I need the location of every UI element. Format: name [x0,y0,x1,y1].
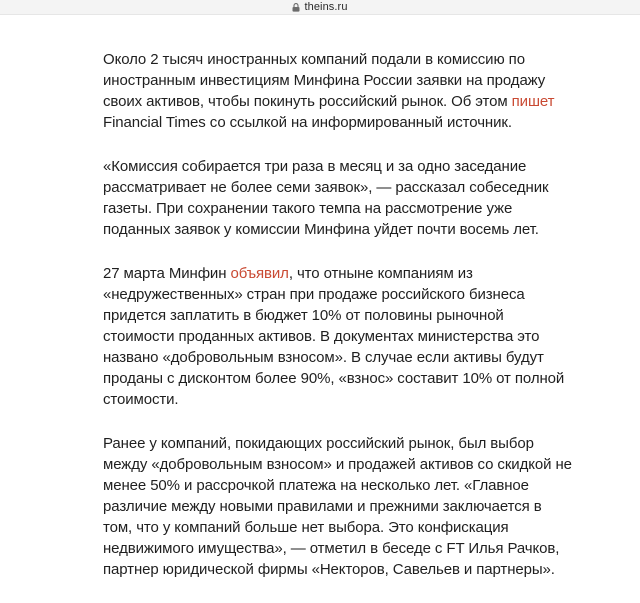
article-paragraph-4: Ранее у компаний, покидающих российский рынок, был выбор между «добровольным взносом» и продажей активов со скидкой не менее 50% и рассрочкой платежа на несколько лет. «Главное различие между новыми правилами и прежними заключается в том, что у компаний больше нет выбора. Это конфискация недвижимого имущества», — отметил в беседе с FT Илья Рачков, партнер юридической фирмы «Некторов, Савельев и партнеры». [103,435,572,578]
address-bar[interactable] [0,0,640,15]
link-pishet[interactable]: пишет [511,93,555,110]
paragraph-1-text-start: Около 2 тысяч иностранных компаний подали в комиссию по иностранным инвестициям Минфина России заявки на продажу своих активов, чтобы покинуть российский рынок. Об этом [103,51,546,110]
article-body [103,49,573,603]
article-paragraph-3 [103,263,573,410]
article-paragraph-2: «Комиссия собирается три раза в месяц и за одно заседание рассматривает не более семи заявок», — рассказал собеседник газеты. При сохранении такого темпа на рассмотрение уже поданных заявок у комиссии Минфина уйдет почти восемь лет. [103,158,549,238]
paragraph-3-text-start: 27 марта Минфин [103,265,231,282]
link-obyavil[interactable]: объявил [230,265,289,282]
article-paragraph-1 [103,49,573,133]
paragraph-1-text-end: Financial Times со ссылкой на информированный источник. [103,114,512,131]
url-domain: theins.ru [304,1,348,13]
paragraph-3-text-end: , что отныне компаниям из «недружественных» стран при продаже российского бизнеса придется заплатить в бюджет 10% от половины рыночной стоимости проданных активов. В документах министерства это названо «добровольным взносом». В случае если активы будут проданы с дисконтом более 90%, «взнос» составит 10% от полной стоимости. [103,265,565,408]
lock-icon [292,3,300,12]
